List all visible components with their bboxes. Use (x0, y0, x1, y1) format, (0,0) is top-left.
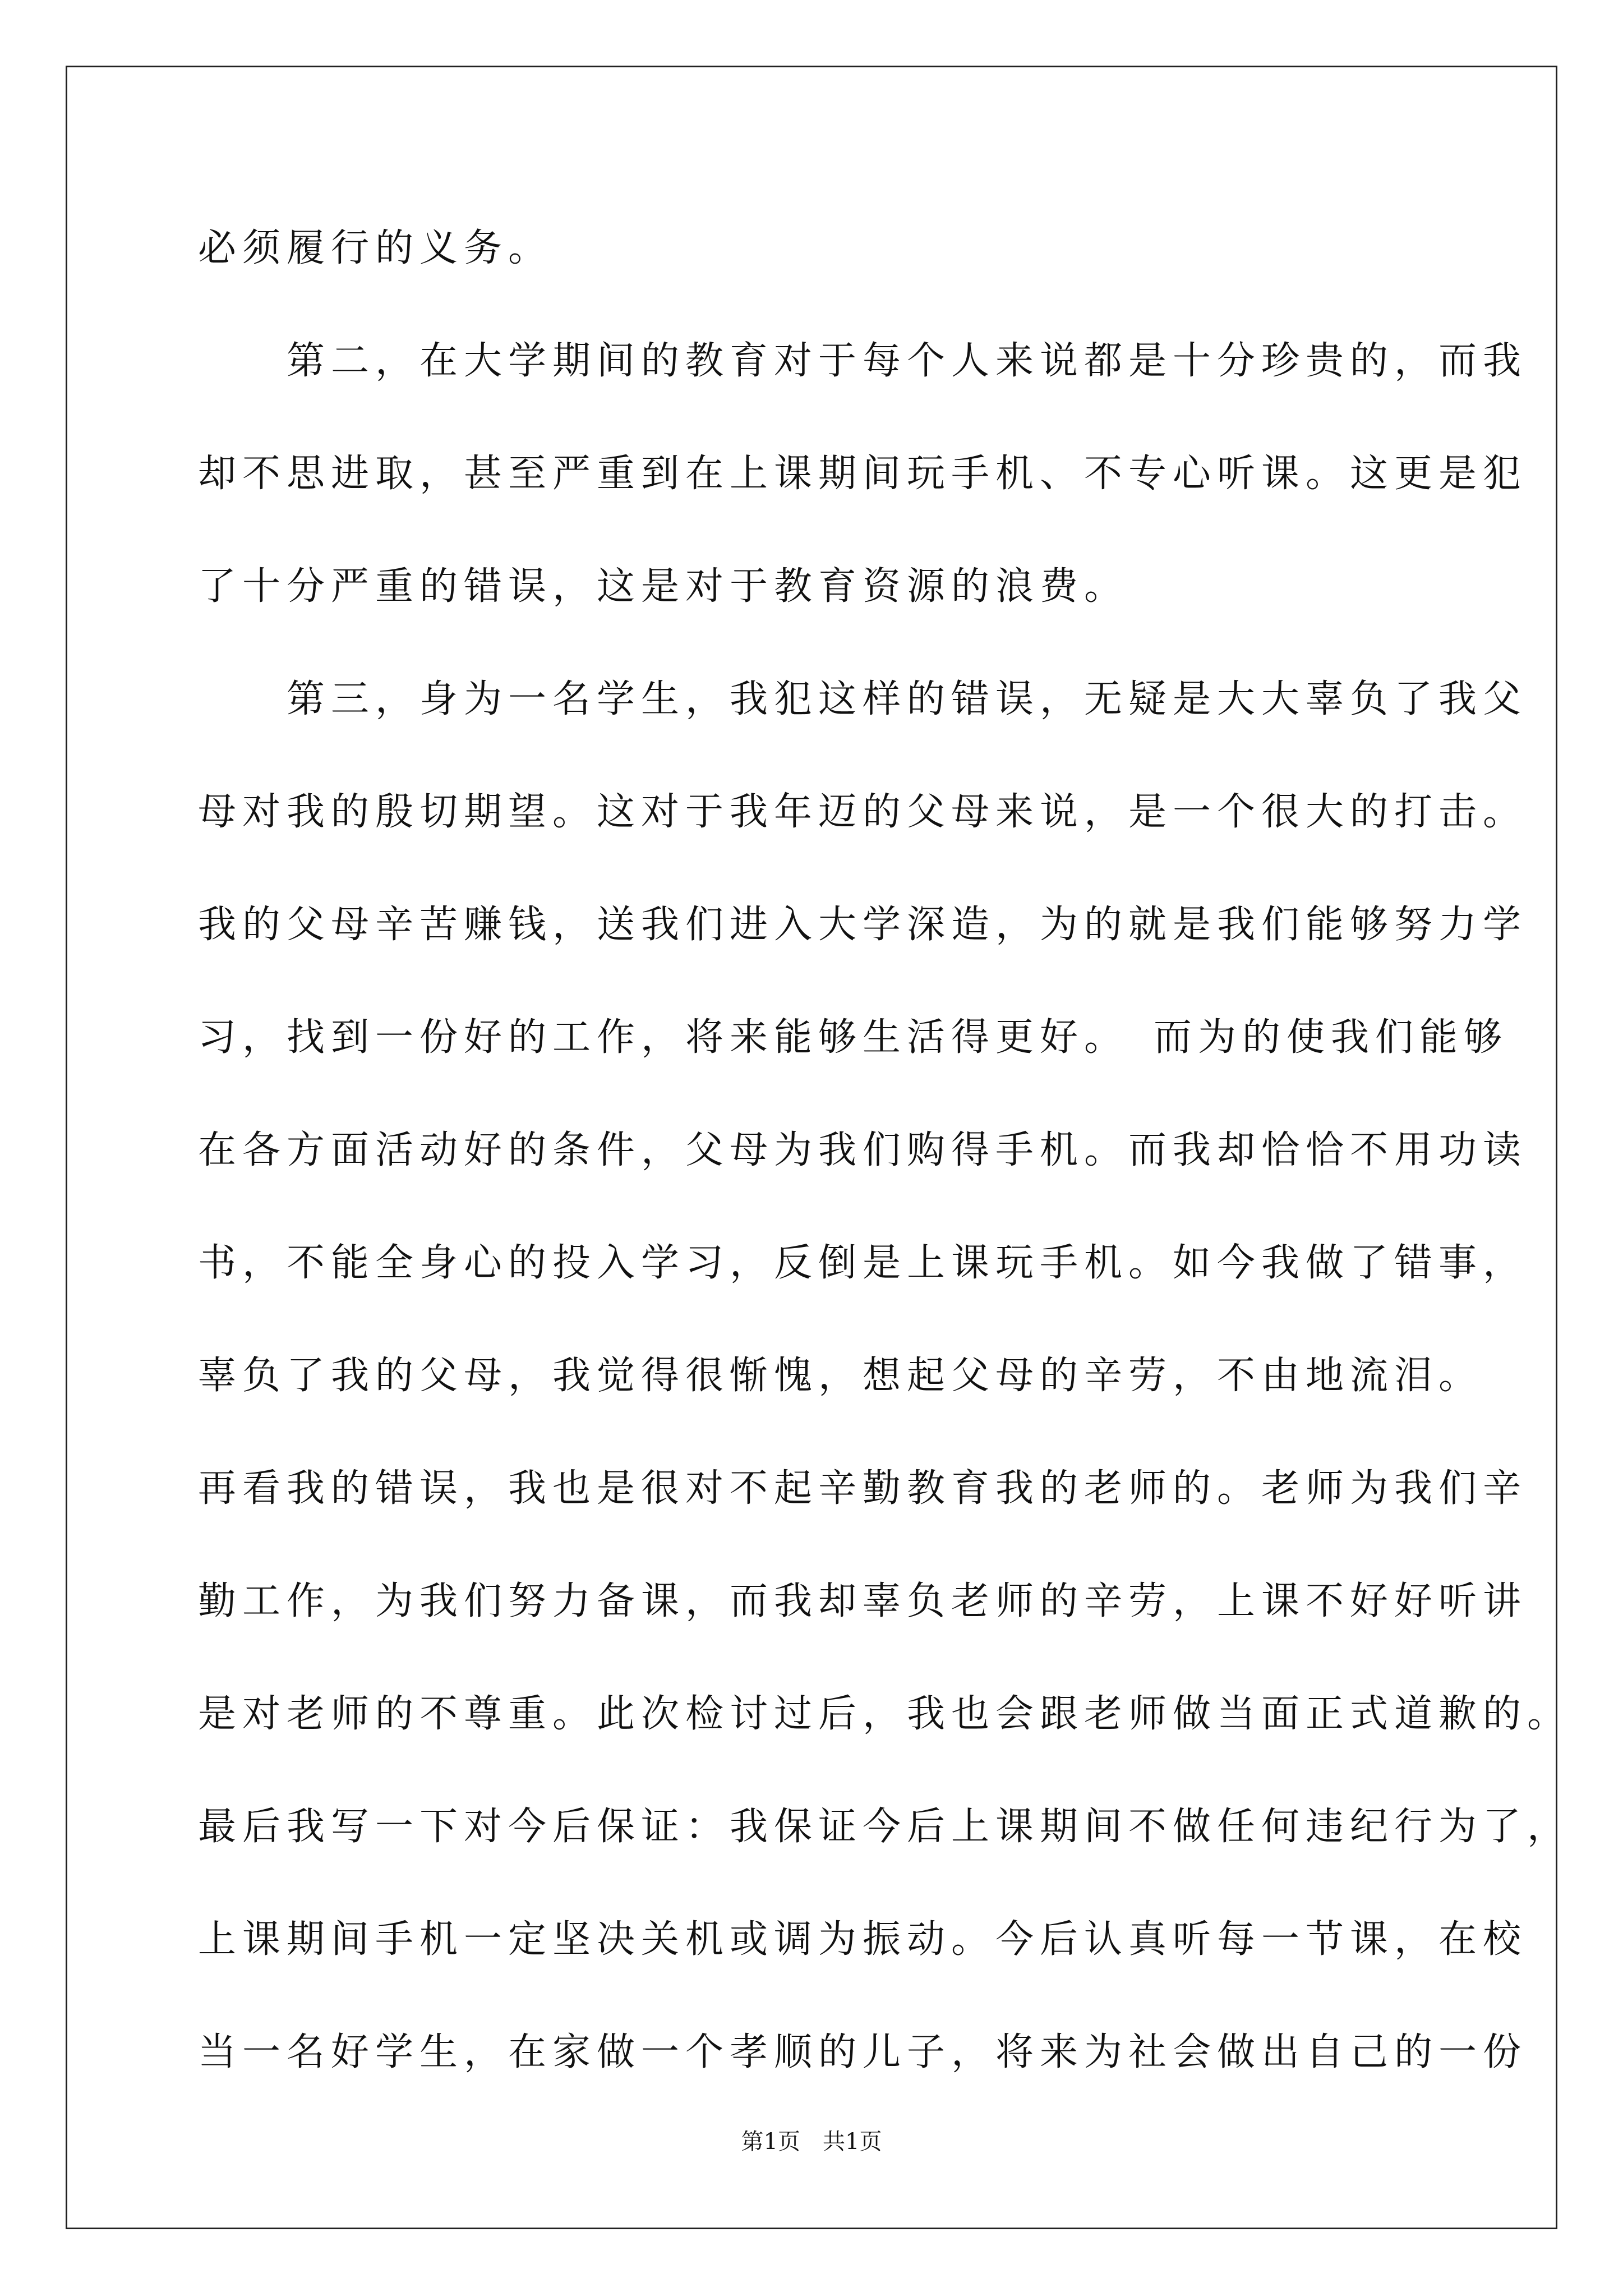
body-line: 书，不能全身心的投入学习，反倒是上课玩手机。如今我做了错事， (198, 1241, 1528, 1285)
body-line: 勤工作，为我们努力备课，而我却辜负老师的辛劳，上课不好好听讲 (198, 1579, 1528, 1623)
body-line: 母对我的殷切期望。这对于我年迈的父母来说，是一个很大的打击。 (198, 790, 1528, 834)
body-line: 是对老师的不尊重。此次检讨过后，我也会跟老师做当面正式道歉的。 (198, 1692, 1572, 1736)
body-line: 必须履行的义务。 (198, 226, 553, 270)
body-line: 最后我写一下对今后保证：我保证今后上课期间不做任何违纪行为了， (198, 1805, 1572, 1849)
body-line: 了十分严重的错误，这是对于教育资源的浪费。 (198, 564, 1129, 609)
body-line: 当一名好学生，在家做一个孝顺的儿子，将来为社会做出自己的一份 (198, 2030, 1528, 2074)
body-line: 上课期间手机一定坚决关机或调为振动。今后认真听每一节课，在校 (198, 1917, 1528, 1962)
body-line: 第三，身为一名学生，我犯这样的错误，无疑是大大辜负了我父 (198, 677, 1528, 721)
body-line: 辜负了我的父母，我觉得很惭愧，想起父母的辛劳，不由地流泪。 (198, 1354, 1483, 1398)
body-line: 习，找到一份好的工作，将来能够生活得更好。 而为的使我们能够 (198, 1015, 1509, 1060)
page-number-footer: 第1页 共1页 (741, 2129, 882, 2155)
body-line: 在各方面活动好的条件，父母为我们购得手机。而我却恰恰不用功读 (198, 1128, 1528, 1172)
body-line: 我的父母辛苦赚钱，送我们进入大学深造，为的就是我们能够努力学 (198, 903, 1528, 947)
body-line: 却不思进取，甚至严重到在上课期间玩手机、不专心听课。这更是犯 (198, 452, 1528, 496)
body-line: 第二，在大学期间的教育对于每个人来说都是十分珍贵的，而我 (198, 339, 1528, 383)
body-line: 再看我的错误，我也是很对不起辛勤教育我的老师的。老师为我们辛 (198, 1466, 1528, 1511)
